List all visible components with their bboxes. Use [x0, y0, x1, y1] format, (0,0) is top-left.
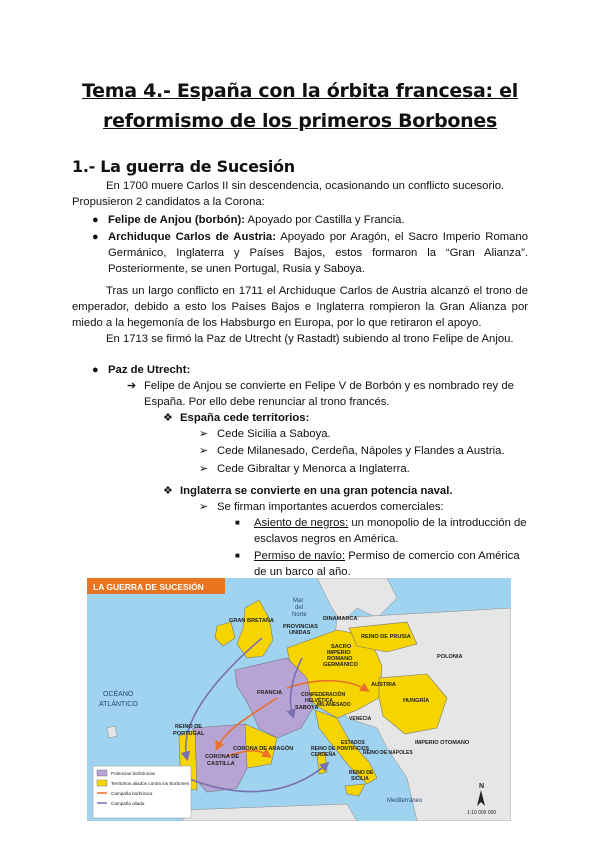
- north-arrow-label: N: [479, 783, 485, 790]
- label-venice: VENECIA: [349, 716, 372, 722]
- spain-item: Cede Sicilia a Saboya.: [217, 428, 331, 440]
- section-heading: 1.- La guerra de Sucesión: [72, 157, 295, 176]
- title-line-1: Tema 4.- España con la órbita francesa: el: [82, 80, 518, 102]
- label-crown-of: CORONA DE: [205, 754, 239, 760]
- paragraph-1713: En 1713 se firmó la Paz de Utrecht (y Rastadt) subiendo al trono Felipe de Anjou.: [106, 333, 514, 345]
- page-title: [60, 76, 540, 136]
- agreement-text: Permiso de comercio con América de un barco al año.: [254, 550, 520, 578]
- spain-item: Cede Milanesado, Cerdeña, Nápoles y Flandes a Austria.: [217, 445, 505, 457]
- map-scale: 1:10 000 000: [467, 810, 497, 816]
- label-united: UNIDAS: [289, 630, 311, 636]
- label-confederation: CONFEDERACIÓN: [301, 692, 346, 698]
- legend-label: Campaña aliada: [111, 801, 145, 806]
- label-romano: ROMANO: [327, 656, 353, 662]
- arrowhead-bullet-icon: ➢: [199, 428, 209, 440]
- legend-label: Campaña borbónica: [111, 791, 153, 796]
- agreement-term: Asiento de negros:: [254, 517, 349, 529]
- label-prussia: REINO DE PRUSIA: [361, 634, 411, 640]
- label-great-britain: GRAN BRETAÑA: [229, 618, 274, 624]
- bullet-dot-icon: ●: [92, 214, 99, 226]
- candidate-item: [108, 212, 528, 228]
- bullet-dot-icon: ●: [92, 364, 99, 376]
- agreement-term: Permiso de navío:: [254, 550, 346, 562]
- label-ocean: OCÉANO: [103, 691, 134, 698]
- arrowhead-bullet-icon: ➢: [199, 463, 209, 475]
- candidate-item: [108, 229, 528, 277]
- label-provinces: PROVINCIAS: [283, 624, 318, 630]
- label-portugal: PORTUGAL: [173, 731, 205, 737]
- label-aragon: CORONA DE ARAGÓN: [233, 746, 294, 752]
- label-sicily-2: SICILIA: [351, 776, 369, 782]
- paragraph-1711: Tras un largo conflicto en 1711 el Archiduque Carlos de Austria alcanzó el trono de emperador, debido a esto los Países Bajos e Inglaterra rompieron la Gran Alianza por miedo a la hegemonía de los Habsburgo en Europa, por lo que retiraron el apoyo.: [72, 285, 528, 329]
- utrecht-label: Paz de Utrecht:: [108, 364, 191, 376]
- agreement-item: [254, 548, 530, 580]
- label-hungary: HUNGRÍA: [403, 698, 430, 704]
- war-of-succession-map: [87, 578, 511, 821]
- map-legend: [93, 766, 191, 818]
- label-milan: MILANESADO: [317, 702, 351, 708]
- legend-label: Potencias borbónicas: [111, 771, 155, 776]
- label-atlantic: ATLÁNTICO: [99, 701, 138, 708]
- spain-item: Cede Gibraltar y Menorca a Inglaterra.: [217, 463, 410, 475]
- intro-line-1: En 1700 muere Carlos II sin descendencia, ocasionando un conflicto sucesorio.: [106, 180, 505, 192]
- spain-label: España cede territorios:: [180, 412, 310, 424]
- arrow-right-icon: ➔: [127, 380, 137, 392]
- bullet-dot-icon: ●: [92, 231, 99, 243]
- agreement-item: [254, 515, 530, 547]
- label-kingdom-of: REINO DE: [175, 724, 203, 730]
- label-germanico: GERMÁNICO: [323, 662, 358, 668]
- title-line-2: reformismo de los primeros Borbones: [103, 110, 497, 132]
- label-naples: REINO DE NÁPOLES: [363, 750, 413, 756]
- land-great-britain: [237, 600, 273, 658]
- label-sardinia-2: CERDEÑA: [311, 752, 336, 758]
- land-azores: [107, 726, 117, 738]
- candidate-name: Archiduque Carlos de Austria:: [108, 231, 276, 243]
- label-del: del: [295, 605, 304, 611]
- label-pontifical: PONTIFICIOS: [337, 746, 369, 752]
- label-sardinia-1: REINO DE: [311, 746, 336, 752]
- utrecht-arrow-text: Felipe de Anjou se convierte en Felipe V de Borbón y es nombrado rey de España. Por ello debe renunciar al trono francés.: [144, 380, 514, 408]
- label-sacro: SACRO: [331, 644, 352, 650]
- label-mediterranean: Mediterráneo: [387, 798, 423, 804]
- label-imperio: IMPERIO: [327, 650, 351, 656]
- arrowhead-bullet-icon: ➢: [199, 445, 209, 457]
- label-france: FRANCIA: [257, 690, 283, 696]
- candidate-text: Apoyado por Aragón, el Sacro Imperio Romano Germánico, Inglaterra y Países Bajos, estos formaron la “Gran Alianza”. Posteriormente, se unen Portugal, Rusia y Saboya.: [108, 231, 528, 275]
- england-label: Inglaterra se convierte en una gran potencia naval.: [180, 485, 453, 497]
- label-castile: CASTILLA: [207, 761, 235, 767]
- square-bullet-icon: ■: [235, 518, 240, 527]
- candidate-name: Felipe de Anjou (borbón):: [108, 214, 246, 226]
- diamond-bullet-icon: ❖: [163, 485, 173, 497]
- legend-label: Territorios aliados contra los Borbones: [111, 781, 190, 786]
- label-ottoman: IMPERIO OTOMANO: [415, 740, 470, 746]
- agreement-text: un monopolio de la introducción de esclavos negros en América.: [254, 517, 527, 545]
- land-sicily: [345, 784, 365, 796]
- arrowhead-bullet-icon: ➢: [199, 501, 209, 513]
- label-helvetica: HELVÉTICA: [305, 698, 333, 704]
- label-mar: Mar: [293, 598, 304, 604]
- candidate-text: Apoyado por Castilla y Francia.: [245, 214, 405, 226]
- label-sicily-1: REINO DE: [349, 770, 374, 776]
- land-north-africa: [183, 804, 357, 821]
- square-bullet-icon: ■: [235, 551, 240, 560]
- label-savoy: SABOYA: [295, 705, 319, 711]
- label-austria: AUSTRIA: [371, 682, 396, 688]
- label-norte: Norte: [292, 612, 307, 618]
- land-ireland: [215, 622, 235, 646]
- england-sub: Se firman importantes acuerdos comerciales:: [217, 501, 444, 513]
- label-states: ESTADOS: [341, 740, 365, 746]
- diamond-bullet-icon: ❖: [163, 412, 173, 424]
- map-title: LA GUERRA DE SUCESIÓN: [93, 582, 204, 592]
- intro-line-2: Propusieron 2 candidatos a la Corona:: [72, 196, 265, 208]
- label-poland: POLONIA: [437, 654, 463, 660]
- label-denmark: DINAMARCA: [323, 616, 358, 622]
